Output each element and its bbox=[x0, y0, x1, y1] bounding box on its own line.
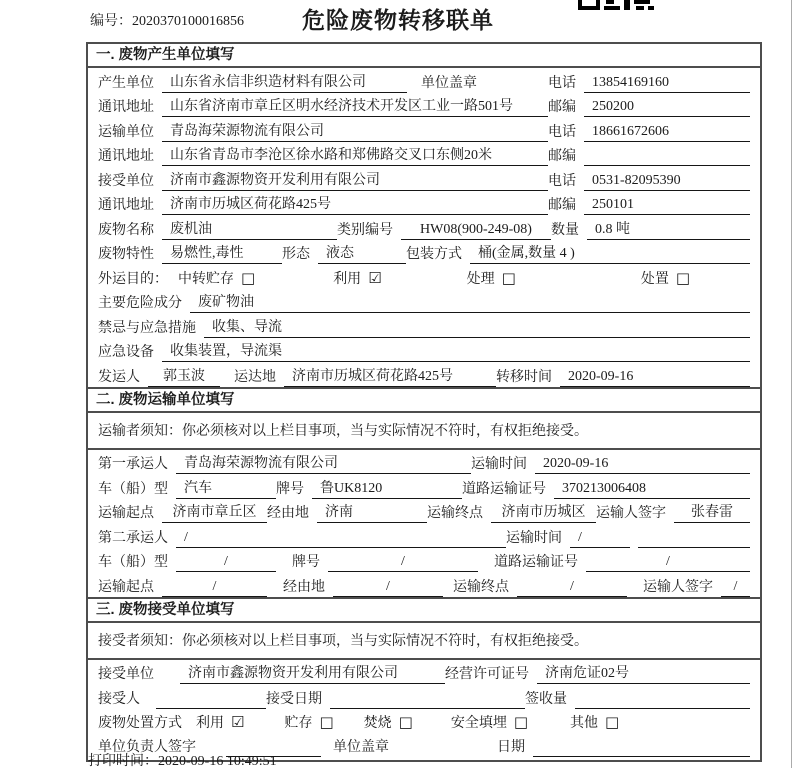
vehicle-type-label: 车（船）型 bbox=[98, 481, 168, 497]
vehicle-type2-field: / bbox=[176, 554, 276, 572]
carrier-sign-label: 运输人签字 bbox=[643, 579, 713, 595]
checkbox-unchecked-icon: □ bbox=[319, 713, 334, 731]
disposal-method-label: 废物处置方式 bbox=[98, 716, 182, 731]
purpose-label: 外运目的： bbox=[98, 271, 168, 287]
checkbox-unchecked-icon: □ bbox=[605, 713, 620, 731]
print-time-value: 2020-09-16 10:49:51 bbox=[158, 754, 277, 768]
disposal-option-utilize bbox=[196, 712, 244, 733]
purpose-option-storage bbox=[178, 268, 255, 289]
taboo-field: 收集、导流 bbox=[204, 316, 750, 338]
table-row-receiver-address bbox=[88, 191, 760, 216]
phone-label: 电话 bbox=[548, 75, 576, 91]
accept-unit-field: 济南市鑫源物资开发利用有限公司 bbox=[180, 662, 445, 684]
table-row-waste-name bbox=[88, 215, 760, 240]
via-label: 经由地 bbox=[283, 579, 325, 595]
transport-time-label: 运输时间 bbox=[471, 457, 527, 472]
transporter-phone-field: 18661672606 bbox=[584, 124, 750, 142]
table-row-shipper bbox=[88, 362, 760, 387]
section3-title: 三. 废物接受单位填写 bbox=[88, 597, 760, 623]
address-label: 通讯地址 bbox=[98, 198, 154, 213]
address-label: 通讯地址 bbox=[98, 100, 154, 115]
section3-notice: 接受者须知：你必须核对以上栏目事项，当与实际情况不符时，有权拒绝接受。 bbox=[88, 623, 760, 660]
page-title: 危险废物转移联单 bbox=[302, 7, 494, 33]
zip-label: 邮编 bbox=[548, 198, 576, 213]
accept-date-field bbox=[330, 707, 525, 709]
transport-time2-field: / bbox=[570, 530, 630, 548]
vehicle-type-field: 汽车 bbox=[176, 477, 276, 499]
checkbox-unchecked-icon: □ bbox=[398, 713, 413, 731]
via-label: 经由地 bbox=[267, 506, 309, 521]
business-license-field: 济南危证02号 bbox=[537, 662, 750, 684]
waste-traits-field: 易燃性,毒性 bbox=[162, 242, 282, 264]
plate2-field: / bbox=[328, 554, 478, 572]
option-label: 中转贮存 bbox=[178, 271, 234, 287]
table-row-accept-unit bbox=[88, 660, 760, 685]
producer-label: 产生单位 bbox=[98, 75, 154, 91]
quantity-label: 数量 bbox=[551, 222, 579, 238]
vehicle-type-label: 车（船）型 bbox=[98, 555, 168, 570]
waste-traits-label: 废物特性 bbox=[98, 247, 154, 262]
via2-field: / bbox=[333, 579, 443, 597]
table-row-accept-person bbox=[88, 684, 760, 709]
endpoint-field: 济南市历城区 bbox=[491, 501, 596, 523]
purpose-option-utilize bbox=[333, 268, 381, 289]
producer-name-field: 山东省永信非织造材料有限公司 bbox=[162, 71, 407, 93]
producer-address-field: 山东省济南市章丘区明水经济技术开发区工业一路501号 bbox=[162, 95, 548, 117]
checkbox-checked-icon: ☑ bbox=[368, 268, 382, 287]
table-row-producer-address bbox=[88, 93, 760, 118]
disposal-option-landfill bbox=[451, 712, 528, 733]
via-field: 济南 bbox=[317, 501, 427, 523]
disposal-option-other bbox=[570, 712, 619, 733]
checkbox-unchecked-icon: □ bbox=[501, 268, 516, 287]
endpoint2-field: / bbox=[517, 579, 627, 597]
checkbox-unchecked-icon: □ bbox=[513, 713, 529, 731]
transporter-address-field: 山东省青岛市李沧区徐水路和郑佛路交叉口东侧20米 bbox=[162, 144, 548, 166]
phone-label: 电话 bbox=[548, 124, 576, 140]
road-license-field: 370213006408 bbox=[554, 481, 750, 499]
checkbox-unchecked-icon: □ bbox=[675, 268, 691, 287]
carrier1-label: 第一承运人 bbox=[98, 457, 168, 472]
equipment-field: 收集装置，导流渠 bbox=[162, 340, 750, 362]
equipment-label: 应急设备 bbox=[98, 345, 154, 360]
carrier2-label: 第二承运人 bbox=[98, 530, 168, 546]
producer-phone-field: 13854169160 bbox=[584, 75, 750, 93]
origin-label: 运输起点 bbox=[98, 579, 154, 595]
table-row-receiver bbox=[88, 166, 760, 191]
option-label: 安全填埋 bbox=[450, 716, 507, 731]
table-row-equipment bbox=[88, 338, 760, 363]
table-row-transporter bbox=[88, 117, 760, 142]
receiver-label: 接受单位 bbox=[98, 173, 154, 189]
zip-label: 邮编 bbox=[548, 149, 576, 164]
unit-seal-label: 单位盖章 bbox=[333, 740, 389, 755]
category-code-field: HW08(900-249-08) bbox=[401, 222, 551, 240]
option-label: 处置 bbox=[640, 271, 669, 287]
packing-field: 桶(金属,数量 4 ) bbox=[470, 242, 750, 264]
table-row-vehicle1 bbox=[88, 474, 760, 499]
hazard-label: 主要危险成分 bbox=[98, 296, 182, 311]
producer-zip-field: 250200 bbox=[584, 99, 750, 117]
plate-label: 牌号 bbox=[292, 555, 320, 570]
option-label: 处理 bbox=[466, 271, 495, 287]
receiver-zip-field: 250101 bbox=[584, 197, 750, 215]
quantity-field: 0.8 吨 bbox=[587, 218, 750, 240]
shipper-field: 郭玉波 bbox=[148, 365, 220, 387]
print-time-label: 打印时间： bbox=[88, 754, 158, 768]
shipper-label: 发运人 bbox=[98, 369, 140, 385]
table-row-carrier1 bbox=[88, 450, 760, 475]
origin2-field: / bbox=[162, 579, 267, 597]
accept-person-label: 接受人 bbox=[98, 691, 140, 707]
road-license-label: 道路运输证号 bbox=[494, 555, 578, 570]
transport-time-label: 运输时间 bbox=[506, 530, 562, 546]
option-label: 贮存 bbox=[284, 716, 313, 731]
transfer-date-label: 转移时间 bbox=[496, 369, 552, 385]
destination-label: 运达地 bbox=[234, 369, 276, 385]
category-label: 类别编号 bbox=[337, 222, 393, 238]
endpoint-label: 运输终点 bbox=[427, 506, 483, 521]
accept-date-label: 接受日期 bbox=[266, 691, 322, 707]
receiver-phone-field: 0531-82095390 bbox=[584, 173, 750, 191]
carrier1-field: 青岛海荣源物流有限公司 bbox=[176, 452, 471, 474]
plate-label: 牌号 bbox=[276, 481, 304, 497]
transporter-name-field: 青岛海荣源物流有限公司 bbox=[162, 120, 548, 142]
option-label: 其他 bbox=[570, 716, 599, 731]
business-license-label: 经营许可证号 bbox=[445, 667, 529, 682]
table-row-waste-traits bbox=[88, 240, 760, 265]
receiver-name-field: 济南市鑫源物资开发利用有限公司 bbox=[162, 169, 548, 191]
transport-time-field: 2020-09-16 bbox=[535, 456, 750, 474]
doc-number-value: 2020370100016856 bbox=[132, 14, 244, 29]
table-row-route1 bbox=[88, 499, 760, 524]
packing-label: 包装方式 bbox=[406, 247, 462, 262]
carrier-sign-field: 张春雷 bbox=[674, 501, 750, 523]
zip-label: 邮编 bbox=[548, 100, 576, 115]
waste-name-field: 废机油 bbox=[162, 218, 337, 240]
phone-label: 电话 bbox=[548, 173, 576, 189]
disposal-option-store bbox=[284, 712, 333, 733]
waste-name-label: 废物名称 bbox=[98, 222, 154, 238]
option-label: 利用 bbox=[196, 716, 224, 731]
carrier-sign-label: 运输人签字 bbox=[596, 506, 666, 521]
address-label: 通讯地址 bbox=[98, 149, 154, 164]
section2-title: 二. 废物运输单位填写 bbox=[88, 387, 760, 413]
table-row-carrier2 bbox=[88, 523, 760, 548]
checkbox-unchecked-icon: □ bbox=[241, 268, 256, 287]
table-row-route2 bbox=[88, 572, 760, 597]
form-field: 液态 bbox=[318, 242, 406, 264]
disposal-option-incinerate bbox=[364, 712, 413, 733]
road-license2-field: / bbox=[586, 554, 750, 572]
section2-notice: 运输者须知：你必须核对以上栏目事项，当与实际情况不符时，有权拒绝接受。 bbox=[88, 413, 760, 450]
carrier-sign2-field: / bbox=[721, 579, 750, 597]
manifest-table bbox=[86, 42, 762, 762]
signed-quantity-label: 签收量 bbox=[525, 691, 567, 707]
transfer-date-field: 2020-09-16 bbox=[560, 369, 750, 387]
origin-label: 运输起点 bbox=[98, 506, 154, 521]
unit-seal-label: 单位盖章 bbox=[421, 75, 477, 91]
table-row-disposal bbox=[88, 709, 760, 734]
responsible-sign-label: 单位负责人签字 bbox=[98, 740, 196, 755]
purpose-option-dispose bbox=[641, 268, 690, 289]
receiver-address-field: 济南市历城区荷花路425号 bbox=[162, 193, 548, 215]
table-row-producer bbox=[88, 68, 760, 93]
page-right-border bbox=[791, 0, 792, 768]
origin-field: 济南市章丘区 bbox=[162, 501, 267, 523]
carrier2-field: / bbox=[176, 530, 506, 548]
plate-field: 鲁UK8120 bbox=[312, 477, 462, 499]
road-license-label: 道路运输证号 bbox=[462, 481, 546, 497]
taboo-label: 禁忌与应急措施 bbox=[98, 320, 196, 336]
endpoint-label: 运输终点 bbox=[453, 579, 509, 595]
doc-number-label: 编号： bbox=[90, 14, 132, 29]
table-row-purpose bbox=[88, 264, 760, 289]
table-row-transporter-address bbox=[88, 142, 760, 167]
section1-title: 一. 废物产生单位填写 bbox=[88, 44, 760, 68]
transporter-label: 运输单位 bbox=[98, 124, 154, 140]
accept-unit-label: 接受单位 bbox=[98, 667, 154, 682]
signed-quantity-field bbox=[575, 707, 750, 709]
transporter-zip-field bbox=[584, 164, 750, 166]
table-row-hazard bbox=[88, 289, 760, 314]
destination-field: 济南市历城区荷花路425号 bbox=[284, 365, 496, 387]
form-label: 形态 bbox=[282, 247, 310, 262]
accept-person-field bbox=[156, 707, 266, 709]
print-time bbox=[88, 750, 277, 768]
table-row-vehicle2 bbox=[88, 548, 760, 573]
date-label: 日期 bbox=[497, 740, 525, 755]
checkbox-checked-icon: ☑ bbox=[231, 713, 245, 731]
transport-time2-field-ext bbox=[638, 546, 750, 548]
date-field bbox=[533, 755, 750, 757]
qr-code-fragment-icon bbox=[578, 0, 654, 10]
hazard-field: 废矿物油 bbox=[190, 291, 750, 313]
option-label: 焚烧 bbox=[363, 716, 392, 731]
purpose-option-treat bbox=[467, 268, 516, 289]
table-row-taboo bbox=[88, 313, 760, 338]
option-label: 利用 bbox=[333, 271, 362, 287]
